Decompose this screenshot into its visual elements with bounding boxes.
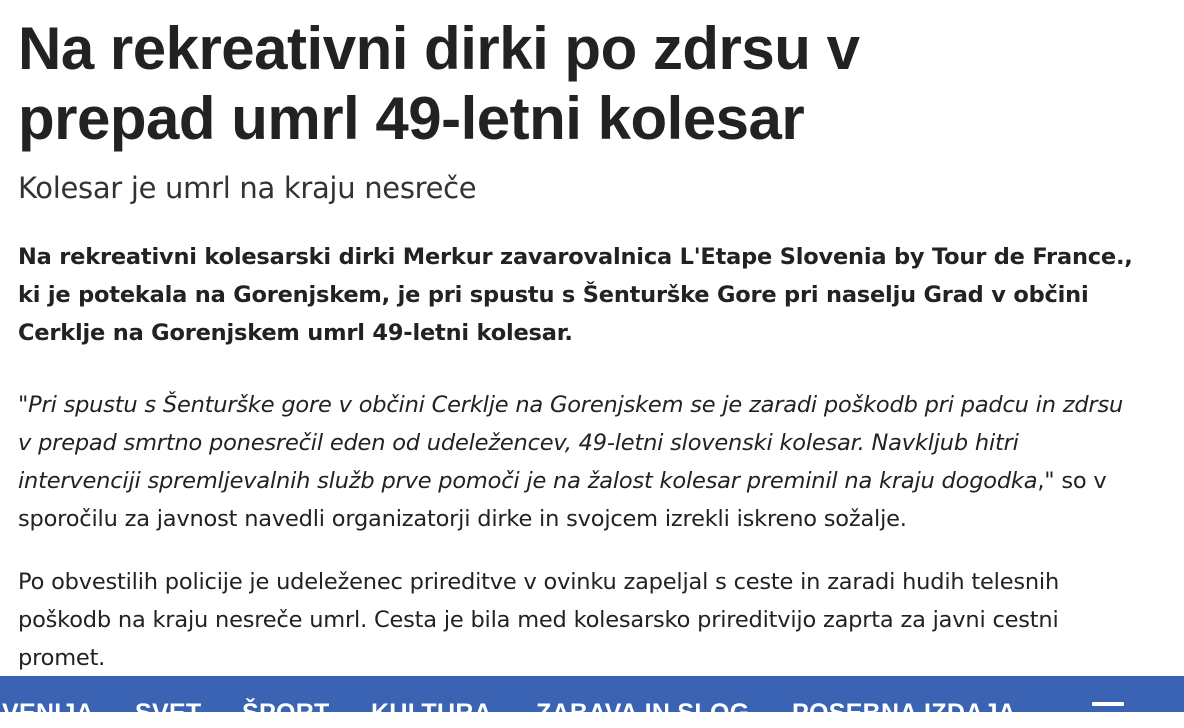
nav-item-slovenija[interactable]: VENIJA xyxy=(2,699,95,727)
open-quote-mark: " xyxy=(18,392,29,418)
article-paragraph-police: Po obvestilih policije je udeleženec prireditve v ovinku zapeljal s ceste in zaradi hudih telesnih poškodb na kraju nesreče umrl. Cesta je bila med kolesarsko prireditvijo zaprta za javni cestni promet. xyxy=(18,569,1060,671)
nav-item-sport[interactable]: ŠPORT xyxy=(242,699,330,727)
hamburger-menu-icon[interactable] xyxy=(1092,702,1124,706)
quote-attribution: ," so v sporočilu za javnost navedli organizatorji dirke in svojcem izrekli iskreno sožalje. xyxy=(18,468,1107,532)
nav-item-kultura[interactable]: KULTURA xyxy=(371,699,493,727)
quoted-statement: Pri spustu s Šenturške gore v občini Cerklje na Gorenjskem se je zaradi poškodb pri padcu in zdrsu v prepad smrtno ponesrečil eden od udeležencev, 49-letni slovenski kolesar. Navkljub hitri intervenciji spremljevalnih služb prve pomoči je na žalost kolesar preminil na kraju dogodka xyxy=(18,392,1124,494)
nav-item-zabava-in-slog[interactable]: ZABAVA IN SLOG xyxy=(536,699,750,727)
nav-item-posebna-izdaja[interactable]: POSEBNA IZDAJA xyxy=(792,699,1017,727)
article xyxy=(18,14,1138,677)
nav-item-svet[interactable]: SVET xyxy=(135,699,202,727)
article-lead: Na rekreativni kolesarski dirki Merkur zavarovalnica L'Etape Slovenia by Tour de France., ki je potekala na Gorenjskem, je pri spustu s Šenturške Gore pri naselju Grad v občini Cerklje na Gorenjskem umrl 49-letni kolesar. xyxy=(18,244,1133,346)
article-subtitle: Kolesar je umrl na kraju nesreče xyxy=(18,171,477,205)
bottom-navigation-bar xyxy=(0,676,1184,727)
article-paragraph-quote xyxy=(18,386,1138,538)
article-headline: Na rekreativni dirki po zdrsu v prepad umrl 49-letni kolesar xyxy=(18,15,860,152)
